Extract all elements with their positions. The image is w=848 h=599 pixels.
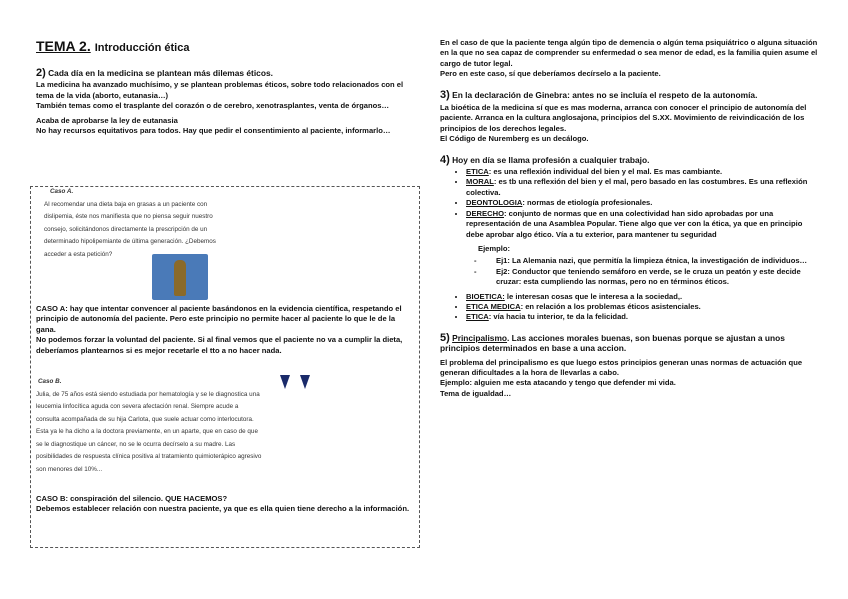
case-a-text: [44, 186, 254, 261]
case-b-line: Esta ya le ha dicho a la doctora previamente, en un aparte, que en caso de que: [36, 428, 258, 435]
case-b-line: posibilidades de respuesta clínica positiva al tratamiento quimioterápico agresivo: [36, 453, 262, 460]
case-a-image: [152, 254, 208, 300]
section-5-heading: 5) Principalismo. Las acciones morales buenas, son buenas porque se ajustan a unos principios determinados en base a una accion.: [440, 331, 785, 354]
case-b-line: se le diagnostique un cáncer, no se le ocurra decírselo a su madre. Las: [36, 440, 236, 448]
list-item: - Ej2: Conductor que teniendo semáforo en verde, se le cruza un peatón y este decide cruzar: esta cumpliendo las normas, pero no en términos éticos.: [496, 267, 820, 288]
case-a-line: dislipemia, éste nos manifiesta que no piensa seguir nuestro: [44, 213, 213, 220]
case-b-label: Caso B.: [38, 378, 62, 385]
section-2-p3: Acaba de aprobarse la ley de eutanasia: [36, 115, 178, 125]
case-a-label: Caso A.: [50, 188, 74, 195]
ethics-list: [440, 292, 820, 323]
case-b-text: [36, 376, 306, 476]
intro-p2: Pero en este caso, sí que deberíamos decírselo a la paciente.: [440, 69, 661, 79]
list-item: • ETICA: vía hacia tu interior, te da la felicidad.: [466, 312, 820, 322]
case-a-p2: No podemos forzar la voluntad del paciente. Si al final vemos que el paciente no va a cumplir la dieta, deberíamos plantearnos si es mejor recetarle el tto a no hacer nada.: [36, 335, 403, 355]
list-item: - Ej1: La Alemania nazi, que permitía la limpieza étnica, la investigación de individuos…: [496, 256, 820, 266]
examples-list: [440, 256, 820, 287]
case-b-line: Julia, de 75 años está siendo estudiada por hematología y se le diagnostica una: [36, 390, 260, 398]
title-main: TEMA 2.: [36, 38, 91, 54]
case-b-line: consulta acompañada de su hija Carlota, que suele actuar como interlocutora.: [36, 415, 254, 423]
section-2-heading: 2) Cada día en la medicina se plantean más dilemas éticos.: [36, 67, 273, 79]
section-2-p1: La medicina ha avanzado muchísimo, y se plantean problemas éticos, sobre todo relacionados con el tema de la vida (aborto, eutanasia…): [36, 80, 404, 100]
section-3-heading: 3) En la declaración de Ginebra: antes no se incluía el respeto de la autonomía.: [440, 88, 758, 101]
section-2-p2: También temas como el trasplante del corazón o de cerebro, xenotrasplantes, venta de órganos…: [36, 101, 390, 111]
case-a-line: acceder a esta petición?: [44, 250, 113, 258]
case-a-line: determinado hipolipemiante de última generación. ¿Debemos: [44, 238, 216, 245]
page-title: [36, 38, 189, 54]
definitions-list: [440, 167, 820, 240]
case-b-line: leucemia linfocítica aguda con severa afectación renal. Siempre acude a: [36, 403, 239, 410]
list-item: • DERECHO: conjunto de normas que en una colectividad han sido aprobadas por una representación de una Asamblea Popular. Tiene algo que ver con la ética, ya que en principio debe aprobar algo ético. Vía a tu exterior, para mantener tu seguridad: [466, 209, 820, 240]
case-a-answer: [36, 304, 410, 356]
case-a-line: Al recomendar una dieta baja en grasas a un paciente con: [44, 200, 208, 208]
case-b-p2: Debemos establecer relación con nuestra paciente, ya que es ella quien tiene derecho a la información.: [36, 504, 410, 514]
right-column: [440, 38, 820, 399]
figure-icon: [174, 260, 186, 296]
case-b-answer: [36, 494, 410, 515]
list-item: • ETICA MEDICA: en relación a los problemas éticos asistenciales.: [466, 302, 820, 312]
example-label: Ejemplo:: [478, 243, 511, 253]
case-b-p1: CASO B: conspiración del silencio. QUE HACEMOS?: [36, 494, 228, 503]
section-3-p1: La bioética de la medicina sí que es mas moderna, arranca con conocer el principio de autonomía del paciente. Arranca en la cultura anglosajona, principios del S.XX. Movimiento de reivindicación de los principios de los derechos legales.: [440, 103, 807, 133]
case-a-line: consejo, solicitándonos directamente la prescripción de un: [44, 225, 208, 233]
section-4-heading: 4) Hoy en día se llama profesión a cualquier trabajo.: [440, 153, 650, 166]
case-b-line: son menores del 10%...: [36, 465, 103, 473]
title-sub: Introducción ética: [94, 42, 190, 54]
section-5-p3: Tema de igualdad…: [440, 388, 512, 398]
list-item: • ETICA: es una reflexión individual del bien y el mal. Es mas cambiante.: [466, 167, 820, 177]
section-3-p2: El Código de Nuremberg es un decálogo.: [440, 134, 589, 144]
case-a-p1: CASO A: hay que intentar convencer al paciente basándonos en la evidencia científica, respetando el principio de autonomía del paciente. Pero este principio no permite hacer al paciente lo que le de la gana.: [36, 304, 402, 334]
list-item: • MORAL: es tb una reflexión del bien y el mal, pero basado en las costumbres. Es una reflexión colectiva.: [466, 177, 820, 198]
section-5-p1: El problema del principalismo es que luego estos principios generan unas normas de actuación que generan dificultades a la hora de llevarlas a cabo.: [440, 357, 803, 377]
intro-p1: En el caso de que la paciente tenga algún tipo de demencia o algún tema psiquiátrico o alguna situación en la que no sea capaz de comprender su enfermedad o sea menor de edad, es la familia quien asume el cargo de tutor legal.: [440, 38, 818, 68]
section-2-p4: No hay recursos equitativos para todos. Hay que pedir el consentimiento al paciente, informarlo…: [36, 126, 391, 136]
list-item: • BIOETICA: le interesan cosas que le interesa a la sociedad,.: [466, 292, 820, 302]
left-column: [36, 68, 420, 136]
list-item: • DEONTOLOGIA: normas de etiología profesionales.: [466, 198, 820, 208]
section-5-p2: Ejemplo: alguien me esta atacando y tengo que defender mi vida.: [440, 378, 676, 388]
